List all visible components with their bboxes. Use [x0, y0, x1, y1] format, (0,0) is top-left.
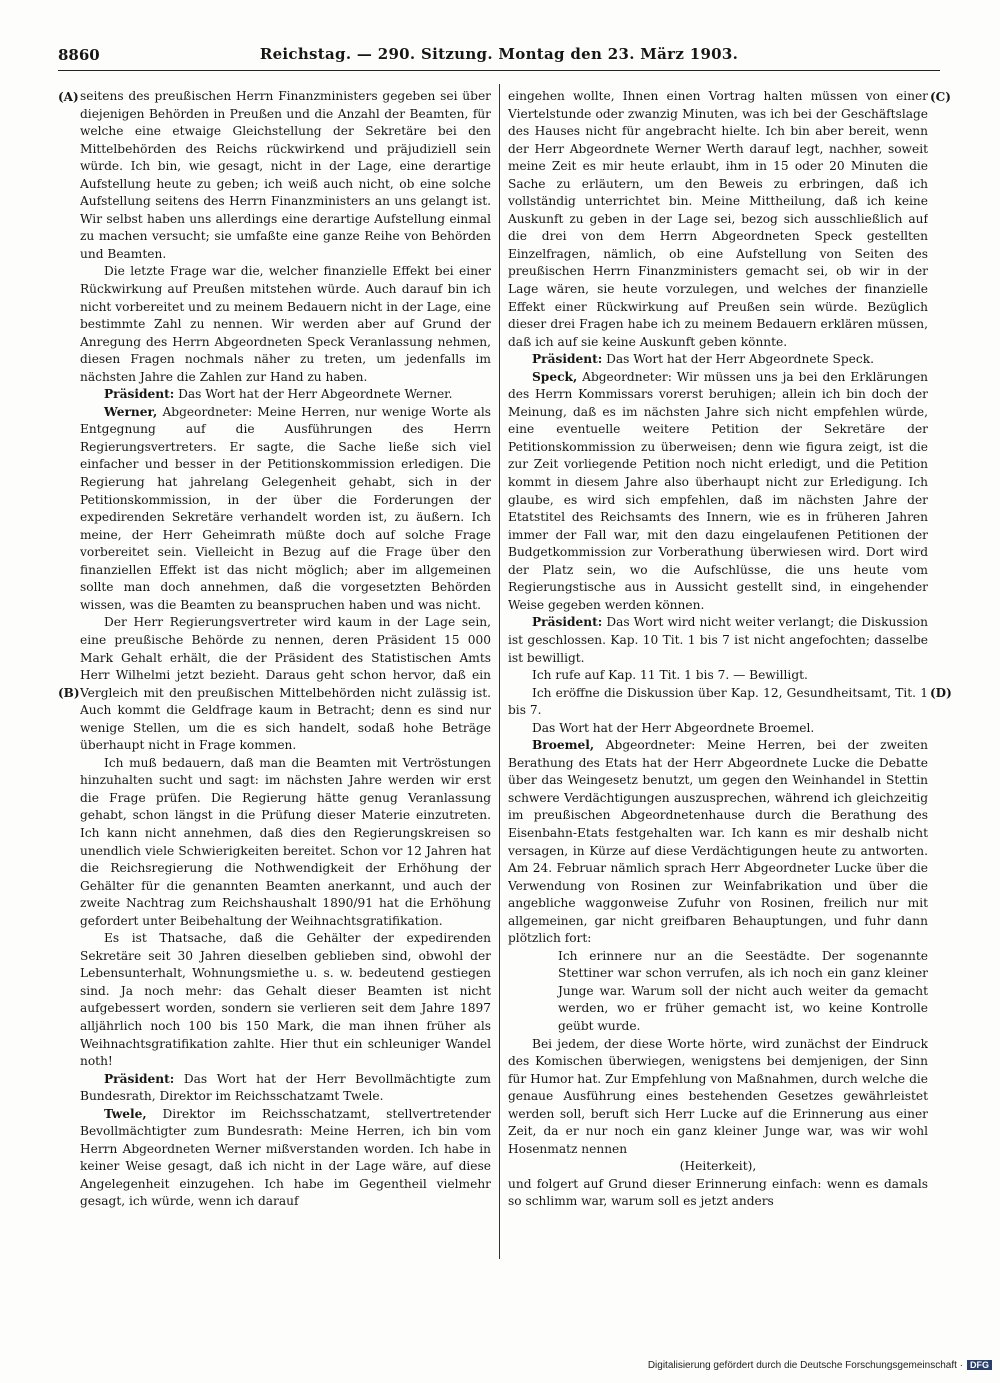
speech-text: Abgeordneter: Meine Herren, bei der zweiten Berathung des Etats hat der Herr Abgeordnete Lucke die Debatte über das Weingesetz benutzt, um gegen den Weinhandel in Stettin schwere Verdächtigungen auszusprechen, während ich gleichzeitig im preußischen Abgeordnetenhause durch die Berathung des Eisenbahn-Etats festgehalten war. Ich kann es mir deshalb nicht versagen, in Kürze auf diese Verdächtigungen heute zu antworten. Am 24. Februar nämlich sprach Herr Abgeordneter Lucke über die Verwendung von Rosinen zur Weinfabrikation und über die angebliche waggonweise Zufuhr von Rosinen, freilich nur mit allgemeinen, gar nicht greifbaren Behauptungen, und fuhr dann plötzlich fort:	[508, 738, 928, 946]
paragraph	[80, 386, 491, 404]
speaker-name: Twele,	[104, 1106, 147, 1121]
running-title: Reichstag. — 290. Sitzung. Montag den 23. März 1903.	[259, 45, 739, 63]
margin-marker-d: (D)	[930, 686, 952, 700]
right-column	[508, 88, 928, 1258]
speech-text: Direktor im Reichsschatzamt, stellvertretender Bevollmächtigter zum Bundesrath: Meine Herren, ich bin vom Herrn Abgeordneten Werner mißverstanden worden. Ich habe in keiner Weise gesagt, daß ich nicht in der Lage wäre, auf diese Angelegenheit einzugehen. Ich habe im Gegentheil vielmehr gesagt, ich würde, wenn ich darauf	[80, 1106, 491, 1209]
paragraph: Bei jedem, der diese Worte hörte, wird zunächst der Eindruck des Komischen überwiegen, wenigstens bei demjenigen, der Sinn für Humor hat. Zur Empfehlung von Maßnahmen, durch welche die genaue Ausführung eines bestehenden Gesetzes gewährleistet werden soll, beruft sich Herr Lucke auf die Erinnerung aus einer Zeit, da er nur noch ein ganz kleiner Junge war, was wir wohl Hosenmatz nennen	[508, 1036, 928, 1156]
speaker-name: Präsident:	[532, 615, 603, 630]
paragraph: Das Wort hat der Herr Abgeordnete Broemel.	[532, 720, 815, 735]
speech-text: Das Wort hat der Herr Abgeordnete Werner.	[174, 387, 453, 402]
page-header	[58, 42, 940, 70]
paragraph	[508, 369, 928, 615]
paragraph: Ich muß bedauern, daß man die Beamten mit Vertröstungen hinzuhalten sucht und sagt: im nächsten Jahre werden wir erst die Frage prüfen. Die Regierung hätte genug Veranlassung gehabt, schon längst in die Prüfung dieser Materie einzutreten. Ich kann nicht annehmen, daß dies den Regierungskreisen so unendlich viele Schwierigkeiten bereitet. Schon vor 12 Jahren hat die Reichsregierung die Nothwendigkeit der Erhöhung der Gehälter für die genannten Beamten anerkannt, und auch der zweite Nachtrag zum Reichshaushalt 1890/91 hat die Erhöhung gefordert unter Beibehaltung der Weihnachtsgratifikation.	[80, 755, 491, 928]
speaker-name: Präsident:	[104, 387, 175, 402]
paragraph	[80, 1071, 491, 1106]
paragraph: eingehen wollte, Ihnen einen Vortrag halten müssen von einer Viertelstunde oder zwanzig Minuten, was ich bei der Geschäftslage des Hauses nicht für angebracht hielte. Ich bin aber bereit, wenn der Herr Abgeordnete Werner Werth darauf legt, nachher, soweit meine Zeit es mir heute erlaubt, ihm in 15 oder 20 Minuten die Sache zu erläutern, um den Beweis zu erbringen, daß ich vollständig unterrichtet bin. Meine Mittheilung, daß ich keine Auskunft zu geben in der Lage sei, bezog sich ausschließlich auf die drei von dem Herrn Abgeordneten Speck gestellten Einzelfragen, nämlich, ob eine Aufstellung von Seiten des preußischen Herrn Finanzministers gemacht sei, ob wir in der Lage wären, sie heute vorzulegen, und welches der finanzielle Effekt einer Rückwirkung auf Preußen sein würde. Bezüglich dieser drei Fragen habe ich zu meinem Bedauern erklären müssen, daß ich auf sie keine Auskunft geben könnte.	[508, 89, 928, 349]
margin-marker-b: (B)	[58, 686, 80, 700]
paragraph: Ich eröffne die Diskussion über Kap. 12, Gesundheitsamt, Tit. 1 bis 7.	[508, 685, 928, 718]
speech-text: Abgeordneter: Meine Herren, nur wenige Worte als Entgegnung auf die Ausführungen des Herrn Regierungsvertreters. Er sagte, die Sache ließe sich viel einfacher und besser in der Petitionskommission erledigen. Die Regierung hat jahrelang Gelegenheit gehabt, sich in der Petitionskommission, in der über die Forderungen der expedirenden Sekretäre verhandelt worden ist, zu äußern. Ich meine, der Herr Geheimrath müßte doch auf solche Frage vorbereitet sein. Vielleicht in Bezug auf die Frage über den finanziellen Effekt ist das nicht möglich; aber im allgemeinen sollte man doch annehmen, daß die vorgesetzten Behörden wissen, was die Beamten zu beanspruchen haben und was nicht.	[80, 404, 491, 612]
speech-text: Das Wort hat der Herr Abgeordnete Speck.	[602, 352, 874, 367]
speaker-name: Präsident:	[104, 1071, 175, 1086]
paragraph: Der Herr Regierungsvertreter wird kaum in der Lage sein, eine preußische Behörde zu nennen, deren Präsident 15 000 Mark Gehalt erhält, die der Präsident des Statistischen Amts Herr Wilhelmi jetzt bezieht. Daraus geht schon hervor, daß ein Vergleich mit den preußischen Mittelbehörden nicht zulässig ist. Auch kommt die Geldfrage kaum in Betracht; denn es sind nur wenige Stellen, um die es sich handelt, sodaß hohe Beträge überhaupt nicht in Frage kommen.	[80, 615, 491, 753]
paragraph: und folgert auf Grund dieser Erinnerung einfach: wenn es damals so schlimm war, warum soll es jetzt anders	[508, 1176, 928, 1209]
speech-text: Das Wort wird nicht weiter verlangt; die Diskussion ist geschlossen. Kap. 10 Tit. 1 bis 7 ist nicht angefochten; dasselbe ist bewilligt.	[508, 615, 928, 665]
margin-marker-c: (C)	[930, 90, 951, 104]
paragraph: Ich rufe auf Kap. 11 Tit. 1 bis 7. — Bewilligt.	[532, 668, 808, 683]
left-column	[80, 88, 491, 1258]
speaker-name: Werner,	[104, 404, 158, 419]
speech-text: Abgeordneter: Wir müssen uns ja bei den Erklärungen des Herrn Kommissars vorerst beruhigen; allein ich bin doch der Meinung, daß es im nächsten Jahre sich nicht empfehlen würde, eine eventuelle weitere Petition der Sekretäre der Petitionskommission zu überweisen; denn wie figura zeigt, ist die zur Zeit vorliegende Petition noch nicht erledigt, und die Petition kommt in diesem Jahre also überhaupt nicht zur Erledigung. Ich glaube, es wird sich empfehlen, daß im nächsten Jahre der Etatstitel des Reichsamts des Innern, wie es in früheren Jahren immer der Fall war, mit den dazu eingelaufenen Petitionen der Budgetkommission zur Vorberathung überwiesen wird. Dort wird der Platz sein, wo die Aufschlüsse, die uns heute vom Regierungstische aus in Aussicht gestellt sind, in eingehender Weise gegeben werden können.	[508, 369, 928, 612]
paragraph	[508, 351, 928, 369]
column-divider	[499, 84, 500, 1259]
paragraph	[508, 737, 928, 948]
block-quote: Ich erinnere nur an die Seestädte. Der sogenannte Stettiner war schon verrufen, als ich noch ein ganz kleiner Junge war. Warum soll der nicht auch weiter da gemacht werden, wo er früher gemacht ist, wo keine Kontrolle geübt wurde.	[558, 948, 928, 1033]
speaker-name: Speck,	[532, 369, 578, 384]
paragraph	[508, 614, 928, 667]
digitization-credit	[648, 1360, 992, 1371]
paragraph: Die letzte Frage war die, welcher finanzielle Effekt bei einer Rückwirkung auf Preußen mitstehen würde. Auch darauf bin ich nicht vorbereitet und zu meinem Bedauern nicht in der Lage, eine bestimmte Zahl zu nennen. Wir werden aber auf Grund der Anregung des Herrn Abgeordneten Speck Veranlassung nehmen, diesen Fragen nochmals näher zu treten, um jedenfalls im nächsten Jahre die Zahlen zur Hand zu haben.	[80, 264, 491, 384]
header-rule	[58, 70, 940, 71]
speaker-name: Präsident:	[532, 352, 603, 367]
speech-text: Das Wort hat der Herr Bevollmächtigte zum Bundesrath, Direktor im Reichsschatzamt Twele.	[80, 1071, 491, 1104]
paragraph	[80, 1106, 491, 1211]
dfg-logo: DFG	[967, 1360, 992, 1370]
interjection: (Heiterkeit),	[679, 1159, 757, 1174]
paragraph: Es ist Thatsache, daß die Gehälter der expedirenden Sekretäre seit 30 Jahren dieselben geblieben sind, obwohl der Lebensunterhalt, Wohnungsmiethe u. s. w. bedeutend gestiegen sind. Ja noch mehr: das Gehalt dieser Beamten ist nicht aufgebessert worden, sondern sie verlieren seit dem Jahre 1897 alljährlich noch 100 bis 150 Mark, die man ihnen früher als Weihnachtsgratifikation zahlte. Hier thut ein schleuniger Wandel noth!	[80, 931, 491, 1069]
credit-text: Digitalisierung gefördert durch die Deutsche Forschungsgemeinschaft ·	[647, 1360, 963, 1371]
paragraph	[80, 404, 491, 615]
page-number: 8860	[58, 46, 100, 64]
speaker-name: Broemel,	[532, 738, 595, 753]
margin-marker-a: (A)	[58, 90, 79, 104]
paragraph: seitens des preußischen Herrn Finanzministers gegeben sei über diejenigen Behörden in Preußen und die Anzahl der Beamten, für welche eine etwaige Gleichstellung der Sekretäre bei den Mittelbehörden des Reichs rückwirkend und präjudiziell sein würde. Ich bin, wie gesagt, nicht in der Lage, eine derartige Aufstellung heute zu geben; ich weiß auch nicht, ob eine solche Aufstellung seitens des Herrn Finanzministers an uns gelangt ist. Wir selbst haben uns allerdings eine derartige Aufstellung einmal zu machen versucht; sie umfaßte eine ganze Reihe von Behörden und Beamten.	[80, 89, 491, 261]
